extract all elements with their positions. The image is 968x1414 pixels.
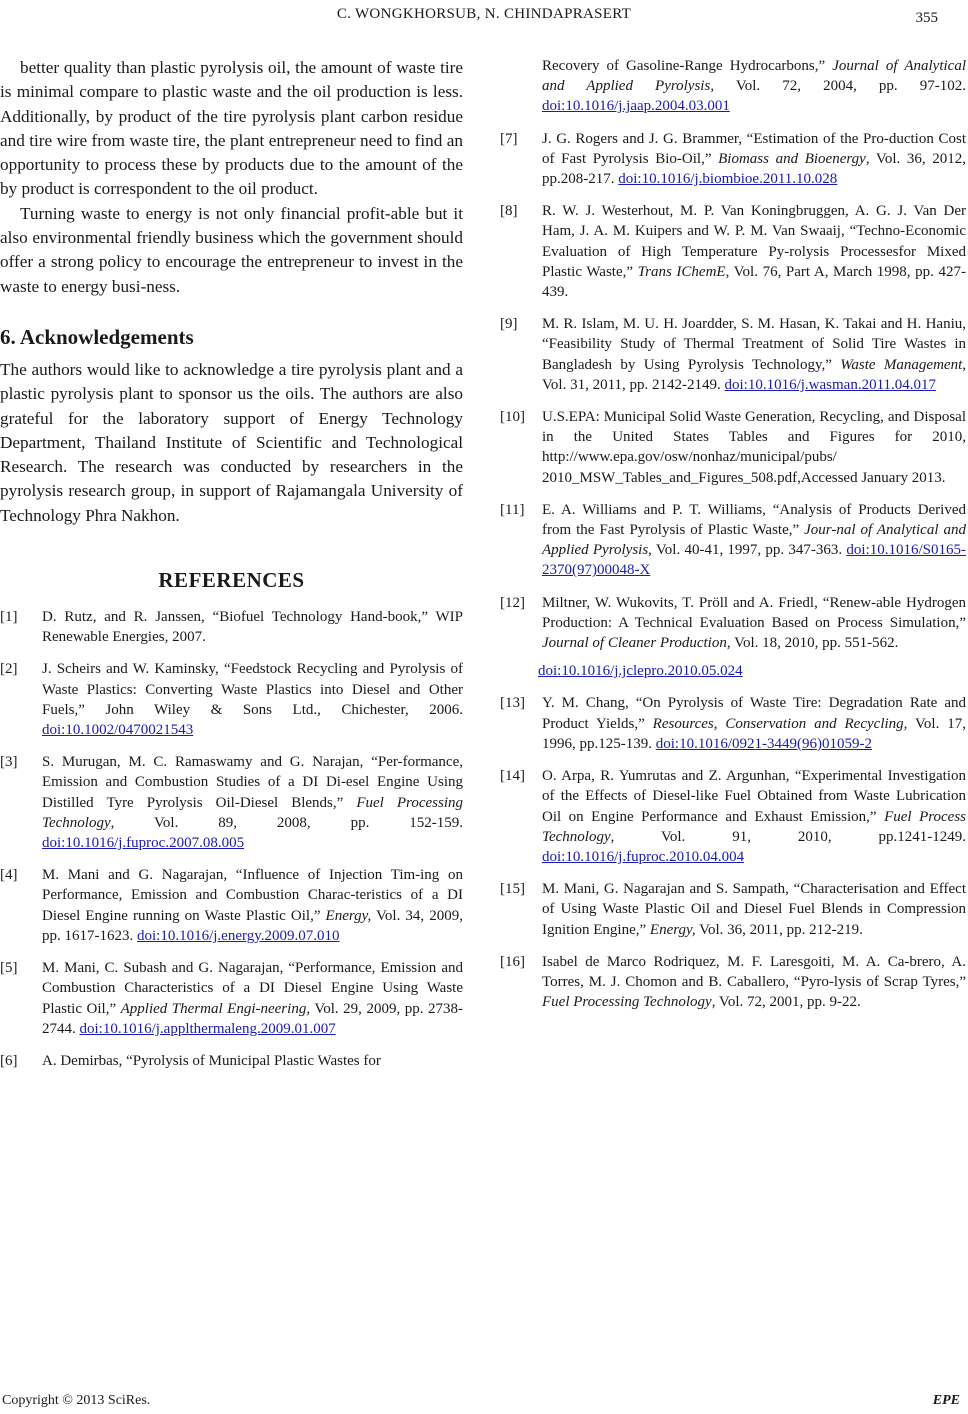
ref-number: [12]: [500, 594, 525, 611]
body-paragraph: better quality than plastic pyrolysis oil, the amount of waste tire is minimal compare to plastic waste and the oil production is less. Additionally, by product of the tire pyrolysis plant carbon residue and tire wire from waste tire, the plant entrepreneur need to find an opportunity to process these by products due to the amount of the by product is correspondent to the oil product.: [0, 58, 463, 199]
reference-item: [500, 879, 966, 940]
ref-journal: Resources, Conservation and Recycling,: [652, 715, 908, 732]
doi-link[interactable]: doi:10.1016/j.wasman.2011.04.017: [724, 376, 937, 393]
ref-text: Isabel de Marco Rodriquez, M. F. Laresgoiti, M. A. Ca-brero, A. Torres, M. J. Chomon and B. Caballero, “Pyro-lysis of Scrap Tyres,”: [542, 953, 966, 990]
ref-text: M. Mani, G. Nagarajan and S. Sampath, “Characterisation and Effect of Using Waste Plastic Oil and Diesel Fuel Blends in Compression Ignition Engine,”: [542, 881, 966, 938]
ref-body: [42, 659, 463, 740]
references-heading: REFERENCES: [158, 568, 305, 593]
ref-body: [542, 593, 966, 654]
ref-number: [10]: [500, 409, 525, 426]
ref-text: , Vol. 76, Part A, March 1998, pp. 427-439.: [542, 263, 967, 301]
ref-journal: Jour-nal of Analytical and Applied Pyrolysis: [542, 522, 966, 559]
ref-journal: Trans IChemE: [637, 263, 726, 280]
references-list-right: [500, 129, 966, 1013]
doi-link[interactable]: doi:10.1016/j.energy.2009.07.010: [137, 927, 340, 944]
right-column: [500, 56, 966, 1024]
ref-body: [542, 129, 966, 190]
ref-journal: Applied Thermal Engi-neering,: [120, 1000, 311, 1017]
ref-doi-line: [500, 661, 966, 681]
ref-body: [542, 407, 966, 488]
ref-text: Vol. 34, 2009, pp. 1617-1623.: [42, 907, 463, 944]
reference-item: [0, 752, 463, 853]
ref-number: [4]: [0, 867, 18, 884]
ref-body: [42, 865, 463, 946]
reference-item: [0, 958, 463, 1039]
section-heading: 6. Acknowledgements: [0, 324, 194, 349]
ref-text: , Vol. 91, 2010, pp.1241-1249.: [610, 828, 966, 845]
reference-item: [0, 659, 463, 740]
ref-text: Recovery of Gasoline-Range Hydrocarbons,”: [542, 58, 826, 74]
ref-text: J. Scheirs and W. Kaminsky, “Feedstock Recycling and Pyrolysis of Waste Plastics: Converting Waste Plastics into Diesel and Other Fuels,” John Wiley & Sons Ltd., Chichester, 2006.: [42, 661, 463, 718]
doi-link[interactable]: doi:10.1016/j.applthermaleng.2009.01.007: [79, 1020, 336, 1037]
ref-body: [42, 607, 463, 647]
reference-item: [0, 607, 463, 647]
reference-item: [500, 500, 966, 581]
reference-item: [500, 693, 966, 754]
ref-text: J. G. Rogers and J. G. Brammer, “Estimation of the Pro-duction Cost of Fast Pyrolysis Bio-Oil,”: [542, 130, 966, 167]
ref-body: [542, 766, 966, 867]
ref-text: Vol. 17, 1996, pp.125-139.: [542, 715, 966, 752]
ref-journal: Journal of Cleaner Production,: [542, 635, 731, 652]
ref-number: [14]: [500, 768, 525, 785]
ref-text: , Vol. 40-41, 1997, pp. 347-363.: [648, 542, 843, 559]
ref-journal: Fuel Process Technology: [542, 808, 967, 845]
left-column: [0, 56, 463, 1083]
ref-body: [542, 693, 966, 754]
ref-text: M. Mani and G. Nagarajan, “Influence of Injection Tim-ing on Performance, Emission and Combustion Charac-teristics of a DI Diesel Engine running on Waste Plastic Oil,”: [42, 867, 463, 924]
ref-number: [9]: [500, 316, 518, 333]
references-list-left: [0, 607, 463, 1071]
ref-number: [13]: [500, 695, 525, 712]
ref-body: [542, 500, 966, 581]
ref-body: [42, 752, 463, 853]
ref-number: [11]: [500, 501, 525, 518]
reference-item: [500, 952, 966, 1013]
reference-item: [500, 593, 966, 654]
ref-text: , Vol. 72, 2001, pp. 9-22.: [711, 994, 861, 1011]
body-paragraph: Turning waste to energy is not only financial profit-able but it also environmental friendly business which the government should offer a strong policy to encourage the entrepreneur to invest in the waste to energy busi-ness.: [0, 203, 463, 296]
ref-text: Vol. 18, 2010, pp. 551-562.: [730, 635, 899, 652]
doi-link[interactable]: doi:10.1016/0921-3449(96)01059-2: [655, 735, 872, 752]
running-head-authors: C. WONGKHORSUB, N. CHINDAPRASERT: [336, 6, 632, 22]
ref-journal: Energy,: [649, 921, 696, 938]
ref-text: , Vol. 36, 2012, pp.208-217.: [542, 150, 967, 188]
ref-text: A. Demirbas, “Pyrolysis of Municipal Plastic Wastes for: [42, 1052, 381, 1069]
ref-text: O. Arpa, R. Yumrutas and Z. Argunhan, “Experimental Investigation of the Effects of Diesel-like Fuel Obtained from Waste Lubrication Oil on Engine Performance and Exhaust Emission,”: [542, 768, 966, 825]
ref-number: [7]: [500, 130, 518, 147]
reference-item: [500, 407, 966, 488]
ref-body: [42, 1051, 463, 1071]
ref-number: [8]: [500, 203, 518, 220]
ref-text: Vol. 29, 2009, pp. 2738-2744.: [42, 1000, 463, 1037]
ref-text: , Vol. 31, 2011, pp. 2142-2149.: [542, 356, 966, 393]
ref-number: [16]: [500, 953, 525, 970]
ref-number: [15]: [500, 881, 525, 898]
ref-body: [42, 958, 463, 1039]
doi-link[interactable]: doi:10.1002/0470021543: [42, 722, 194, 739]
doi-link[interactable]: doi:10.1016/j.biombioe.2011.10.028: [618, 171, 838, 188]
ref-text: Miltner, W. Wukovits, T. Pröll and A. Friedl, “Renew-able Hydrogen Production: A Technical Evaluation Based on Process Simulation,”: [542, 594, 966, 631]
ref-journal: Biomass and Bioenergy: [718, 150, 866, 167]
ref-journal: Fuel Processing Technology: [542, 994, 712, 1011]
page-number: 355: [915, 10, 938, 26]
ref-body: [542, 952, 966, 1013]
ref-text: E. A. Williams and P. T. Williams, “Analysis of Products Derived from the Fast Pyrolysis of Plastic Waste,”: [542, 501, 966, 539]
ref-journal: Energy,: [325, 907, 372, 924]
doi-link[interactable]: doi:10.1016/j.jaap.2004.03.001: [542, 98, 730, 115]
ref-text: M. Mani, C. Subash and G. Nagarajan, “Performance, Emission and Combustion Characteristics of a DI Diesel Engine Using Waste Plastic Oil,”: [42, 960, 463, 1017]
ref-number: [3]: [0, 754, 18, 771]
ref-number: [5]: [0, 960, 18, 977]
doi-link[interactable]: doi:10.1016/j.jclepro.2010.05.024: [538, 663, 743, 680]
doi-link[interactable]: doi:10.1016/S0165-2370(97)00048-X: [542, 542, 966, 579]
ref-number: [2]: [0, 661, 18, 678]
ref-number: [1]: [0, 609, 18, 626]
ref-number: [6]: [0, 1052, 18, 1069]
ref-text: M. R. Islam, M. U. H. Joardder, S. M. Hasan, K. Takai and H. Haniu, “Feasibility Study of Thermal Treatment of Solid Tire Wastes in Bangladesh by Using Pyrolysis Technology,”: [542, 316, 966, 373]
page-header: [0, 6, 968, 34]
ref-text: , Vol. 72, 2004, pp. 97-102.: [710, 78, 966, 95]
ref-text: D. Rutz, and R. Janssen, “Biofuel Technology Hand-book,” WIP Renewable Energies, 2007.: [42, 609, 463, 646]
reference-continuation: [500, 56, 966, 117]
ref-body: [542, 201, 966, 302]
doi-link[interactable]: doi:10.1016/j.fuproc.2007.08.005: [42, 835, 245, 852]
reference-item: [500, 129, 966, 190]
ref-body: [542, 879, 966, 940]
reference-item: [0, 1051, 463, 1071]
ref-text: Y. M. Chang, “On Pyrolysis of Waste Tire: Degradation Rate and Product Yields,”: [542, 695, 966, 732]
ref-text: R. W. J. Westerhout, M. P. Van Koningbruggen, A. G. J. Van Der Ham, J. A. M. Kuipers and W. P. M. Van Swaaij, “Techno-Economic Evaluation of High Temperature Py-rolysis Processesfor Mixed Plastic Waste,”: [542, 203, 966, 280]
journal-abbrev: EPE: [932, 1393, 960, 1408]
copyright-text: Copyright © 2013 SciRes.: [2, 1393, 151, 1408]
reference-item: [500, 314, 966, 395]
acknowledgement-text: The authors would like to acknowledge a tire pyrolysis plant and a plastic pyrolysis plant to sponsor us the oils. The authors are also grateful for the laboratory support of Energy Technology Department, Thailand Institute of Scientific and Technological Research. The research was conducted by researchers in the pyrolysis research group, in support of Rajamangala University of Technology Phra Nakhon.: [0, 359, 463, 525]
ref-text: U.S.EPA: Municipal Solid Waste Generation, Recycling, and Disposal in the United States Tables and Figures for 2010, http://www.epa.gov/osw/nonhaz/municipal/pubs/ 2010_MSW_Tables_and_Figures_508.pdf,Accessed January 2013.: [542, 409, 966, 486]
doi-link[interactable]: doi:10.1016/j.fuproc.2010.04.004: [542, 848, 745, 865]
ref-journal: Journal of Analytical and Applied Pyrolysis: [542, 58, 966, 95]
reference-item: [0, 865, 463, 946]
ref-text: Vol. 36, 2011, pp. 212-219.: [695, 921, 863, 938]
ref-body: [542, 314, 966, 395]
reference-item: [500, 201, 966, 302]
ref-text: , Vol. 89, 2008, pp. 152-159.: [110, 814, 463, 831]
ref-journal: Fuel Processing Technology: [42, 794, 463, 831]
reference-item: [500, 766, 966, 867]
ref-journal: Waste Management: [840, 356, 963, 373]
ref-text: S. Murugan, M. C. Ramaswamy and G. Narajan, “Per-formance, Emission and Combustion Studies of a DI Di-esel Engine Using Distilled Tyre Pyrolysis Oil-Diesel Blends,”: [42, 754, 463, 811]
